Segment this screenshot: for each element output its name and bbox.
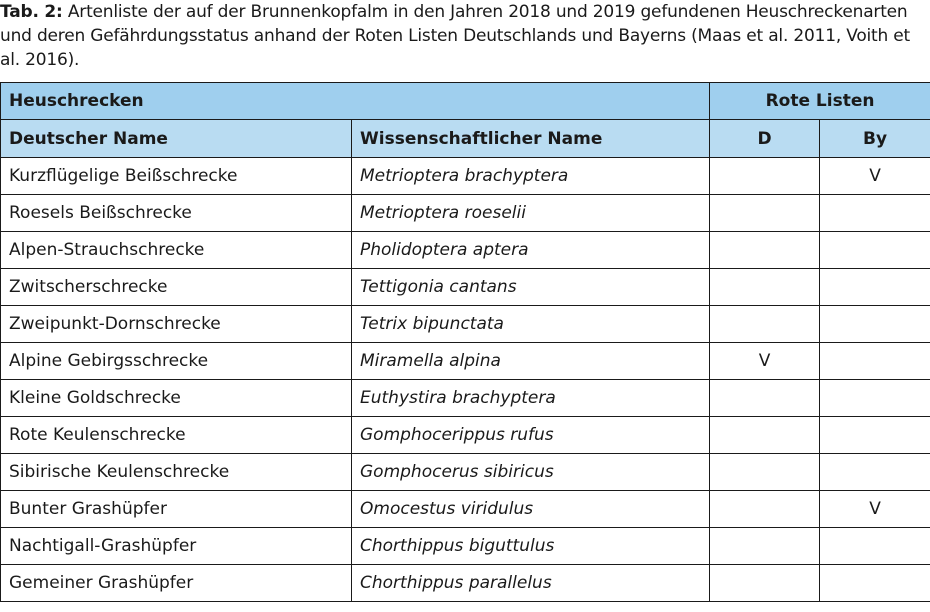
status-d-cell [710,565,820,602]
status-by-cell: V [820,158,930,195]
german-name-cell: Rote Keulenschrecke [1,417,352,454]
scientific-name-cell: Tetrix bipunctata [352,306,710,343]
column-header-row [1,120,930,158]
scientific-name-cell: Chorthippus biguttulus [352,528,710,565]
table-row [1,269,930,306]
scientific-name-cell: Miramella alpina [352,343,710,380]
table-row [1,158,930,195]
scientific-name-cell: Omocestus viridulus [352,491,710,528]
group-header-heuschrecken: Heuschrecken [1,83,710,120]
status-d-cell [710,528,820,565]
german-name-cell: Nachtigall-Grashüpfer [1,528,352,565]
german-name-cell: Sibirische Keulenschrecke [1,454,352,491]
scientific-name-cell: Gomphocerus sibiricus [352,454,710,491]
status-by-cell [820,380,930,417]
scientific-name-cell: Gomphocerippus rufus [352,417,710,454]
status-by-cell [820,417,930,454]
german-name-cell: Alpine Gebirgsschrecke [1,343,352,380]
status-by-cell [820,528,930,565]
table-row [1,343,930,380]
table-row [1,528,930,565]
status-by-cell [820,269,930,306]
table-row [1,454,930,491]
german-name-cell: Kleine Goldschrecke [1,380,352,417]
column-header-d: D [710,120,820,158]
status-by-cell [820,454,930,491]
german-name-cell: Zweipunkt-Dornschrecke [1,306,352,343]
status-d-cell [710,195,820,232]
status-d-cell [710,232,820,269]
german-name-cell: Alpen-Strauchschrecke [1,232,352,269]
scientific-name-cell: Euthystira brachyptera [352,380,710,417]
status-d-cell [710,417,820,454]
german-name-cell: Roesels Beißschrecke [1,195,352,232]
table-row [1,232,930,269]
group-header-row [1,83,930,120]
german-name-cell: Gemeiner Grashüpfer [1,565,352,602]
scientific-name-cell: Chorthippus parallelus [352,565,710,602]
scientific-name-cell: Tettigonia cantans [352,269,710,306]
species-table-body [1,158,930,602]
table-row [1,195,930,232]
table-row [1,565,930,602]
table-row [1,306,930,343]
table-row [1,491,930,528]
column-header-german-name: Deutscher Name [1,120,352,158]
status-d-cell [710,306,820,343]
status-d-cell: V [710,343,820,380]
german-name-cell: Bunter Grashüpfer [1,491,352,528]
status-by-cell [820,306,930,343]
status-by-cell [820,565,930,602]
status-by-cell [820,195,930,232]
table-row [1,380,930,417]
table-row [1,417,930,454]
status-d-cell [710,380,820,417]
status-by-cell [820,343,930,380]
status-d-cell [710,158,820,195]
status-d-cell [710,269,820,306]
status-by-cell: V [820,491,930,528]
german-name-cell: Zwitscherschrecke [1,269,352,306]
german-name-cell: Kurzflügelige Beißschrecke [1,158,352,195]
status-by-cell [820,232,930,269]
column-header-by: By [820,120,930,158]
caption-label: Tab. 2: [0,2,63,22]
status-d-cell [710,491,820,528]
status-d-cell [710,454,820,491]
scientific-name-cell: Metrioptera brachyptera [352,158,710,195]
species-table [0,82,930,602]
table-caption [0,0,930,72]
scientific-name-cell: Metrioptera roeselii [352,195,710,232]
column-header-scientific-name: Wissenschaftlicher Name [352,120,710,158]
scientific-name-cell: Pholidoptera aptera [352,232,710,269]
caption-text: Artenliste der auf der Brunnenkopfalm in den Jahren 2018 und 2019 gefundenen Heuschreckenarten und deren Gefährdungsstatus anhand der Roten Listen Deutschlands und Bayerns (Maas et al. 2011, Voith et al. 2016). [0,2,911,70]
group-header-rote-listen: Rote Listen [710,83,930,120]
